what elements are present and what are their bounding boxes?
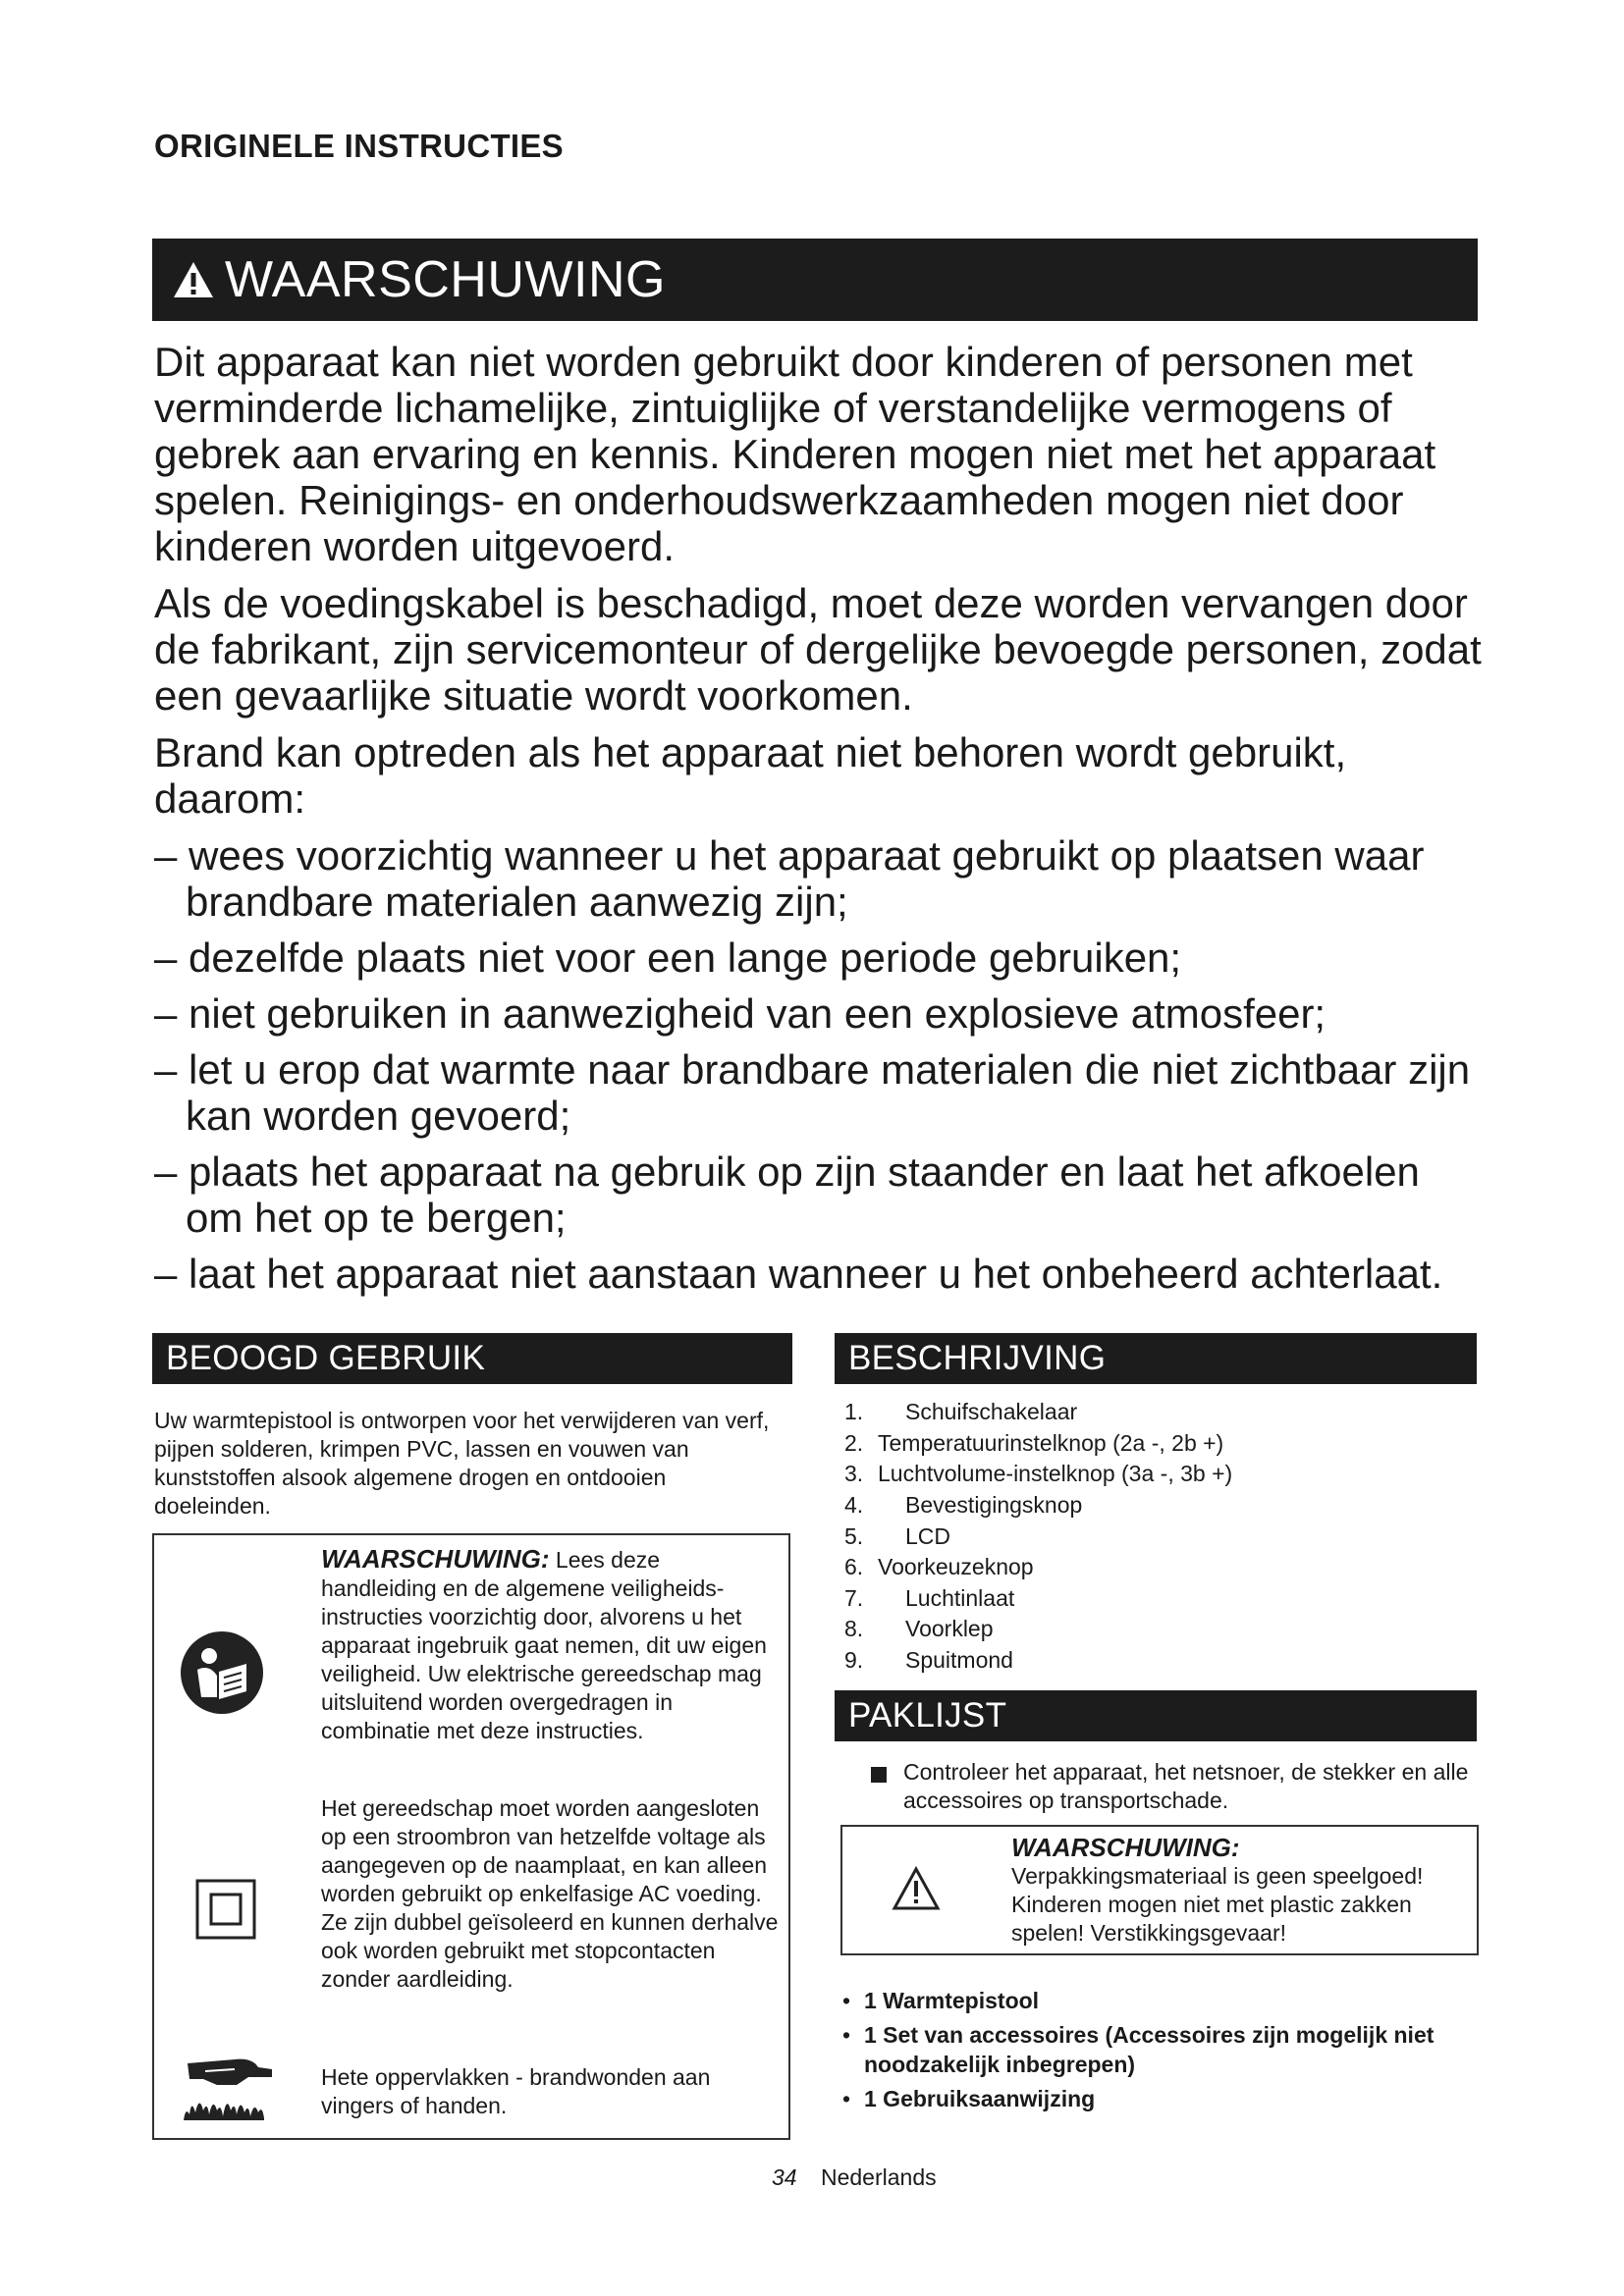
description-list	[844, 1397, 1473, 1676]
safety-info-box	[152, 1533, 790, 2140]
description-item: 8. Voorklep	[844, 1616, 994, 1642]
page-header-title: ORIGINELE INSTRUCTIES	[154, 128, 564, 164]
packing-list-heading: PAKLIJST	[835, 1690, 1477, 1741]
page-footer	[772, 2164, 937, 2191]
manual-warning-label: WAARSCHUWING:	[321, 1544, 550, 1574]
intended-use-text: Uw warmtepistool is ontworpen voor het verwijderen van verf, pijpen solderen, krimpen PVC, lassen en vouwen van kunststoffen alsook algemene drogen en ontdooien doeleinden.	[154, 1408, 770, 1519]
footer-language: Nederlands	[820, 2164, 937, 2190]
description-item: 2. Temperatuurinstelknop (2a -, 2b +)	[844, 1429, 1224, 1456]
warning-banner	[152, 239, 1478, 321]
warning-paragraph-1: Dit apparaat kan niet worden gebruikt door kinderen of personen met verminderde lichamelijke, zintuiglijke of verstandelijke vermogens of gebrek aan ervaring en kennis. Kinderen mogen niet met het apparaat spelen. Reinigings- en onderhoudswerkzaamheden mogen niet door kinderen worden uitgevoerd.	[154, 339, 1436, 569]
warning-list-item: – let u erop dat warmte naar brandbare materialen die niet zichtbaar zijn kan worden gevoerd;	[154, 1046, 1471, 1139]
packaging-warning-body: Verpakkingsmateriaal is geen speelgoed! Kinderen mogen niet met plastic zakken spelen! Verstikkingsgevaar!	[1011, 1863, 1424, 1946]
packaging-warning-box	[840, 1825, 1479, 1955]
hot-surface-icon	[178, 2056, 276, 2122]
description-item: 7. Luchtinlaat	[844, 1584, 1015, 1611]
warning-list-item: – plaats het apparaat na gebruik op zijn staander en laat het afkoelen om het op te bergen;	[154, 1148, 1420, 1241]
description-heading: BESCHRIJVING	[835, 1333, 1477, 1384]
description-item: 5. LCD	[844, 1522, 951, 1549]
double-insulation-icon	[195, 1879, 256, 1940]
packing-check-text: Controleer het apparaat, het netsnoer, de stekker en alle accessoires op transportschade.	[903, 1759, 1469, 1813]
read-manual-icon	[178, 1629, 266, 1717]
warning-list-item: – wees voorzichtig wanneer u het apparaat gebruikt op plaatsen waar brandbare materialen aanwezig zijn;	[154, 832, 1425, 925]
warning-paragraph-3: Brand kan optreden als het apparaat niet behoren wordt gebruikt, daarom:	[154, 729, 1347, 822]
manual-warning-body: Lees deze handleiding en de algemene veiligheids-instructies voorzichtig door, alvorens u het apparaat ingebruik gaat nemen, dit uw eigen veiligheid. Uw elektrische gereedschap mag uitsluitend worden overgedragen in combinatie met deze instructies.	[321, 1547, 767, 1743]
description-item: 4. Bevestigingsknop	[844, 1492, 1083, 1519]
warning-list-item: – laat het apparaat niet aanstaan wanneer u het onbeheerd achterlaat.	[154, 1251, 1443, 1297]
warning-triangle-icon	[892, 1866, 941, 1911]
description-item: 3. Luchtvolume-instelknop (3a -, 3b +)	[844, 1461, 1233, 1487]
warning-list-item: – niet gebruiken in aanwezigheid van een explosieve atmosfeer;	[154, 990, 1326, 1037]
warning-banner-title: WAARSCHUWING	[225, 251, 666, 308]
packaging-warning-text	[1011, 1833, 1473, 1948]
class2-text: Het gereedschap moet worden aangesloten op een stroombron van hetzelfde voltage als aangegeven op de naamplaat, en kan alleen worden gebruikt op enkelfasige AC voeding. Ze zijn dubbel geïsoleerd en kunnen derhalve ook worden gebruikt met stopcontacten zonder aardleiding.	[321, 1795, 779, 1992]
packaging-warning-label: WAARSCHUWING:	[1011, 1833, 1240, 1862]
warning-list-item: – dezelfde plaats niet voor een lange periode gebruiken;	[154, 934, 1182, 981]
description-item: 1. Schuifschakelaar	[844, 1399, 1078, 1425]
manual-warning-text	[321, 1545, 779, 1745]
warning-paragraph-2: Als de voedingskabel is beschadigd, moet deze worden vervangen door de fabrikant, zijn servicemonteur of dergelijke bevoegde personen, zodat een gevaarlijke situatie wordt voorkomen.	[154, 580, 1482, 719]
packing-items-list	[839, 1986, 1467, 2118]
main-warning-text	[154, 339, 1485, 1307]
description-item: 6. Voorkeuzeknop	[844, 1554, 1034, 1580]
checkbox-square-icon	[871, 1767, 887, 1783]
packing-item: • 1 Warmtepistool	[839, 1986, 1467, 2015]
intended-use-heading: BEOOGD GEBRUIK	[152, 1333, 792, 1384]
warning-triangle-icon	[172, 260, 215, 299]
page-number: 34	[772, 2164, 797, 2190]
description-item: 9. Spuitmond	[844, 1647, 1013, 1674]
packing-item: • 1 Gebruiksaanwijzing	[839, 2084, 1467, 2113]
hot-surface-text: Hete oppervlakken - brandwonden aan vingers of handen.	[321, 2064, 711, 2118]
packing-item: • 1 Set van accessoires (Accessoires zijn mogelijk niet noodzakelijk inbegrepen)	[839, 2020, 1467, 2079]
